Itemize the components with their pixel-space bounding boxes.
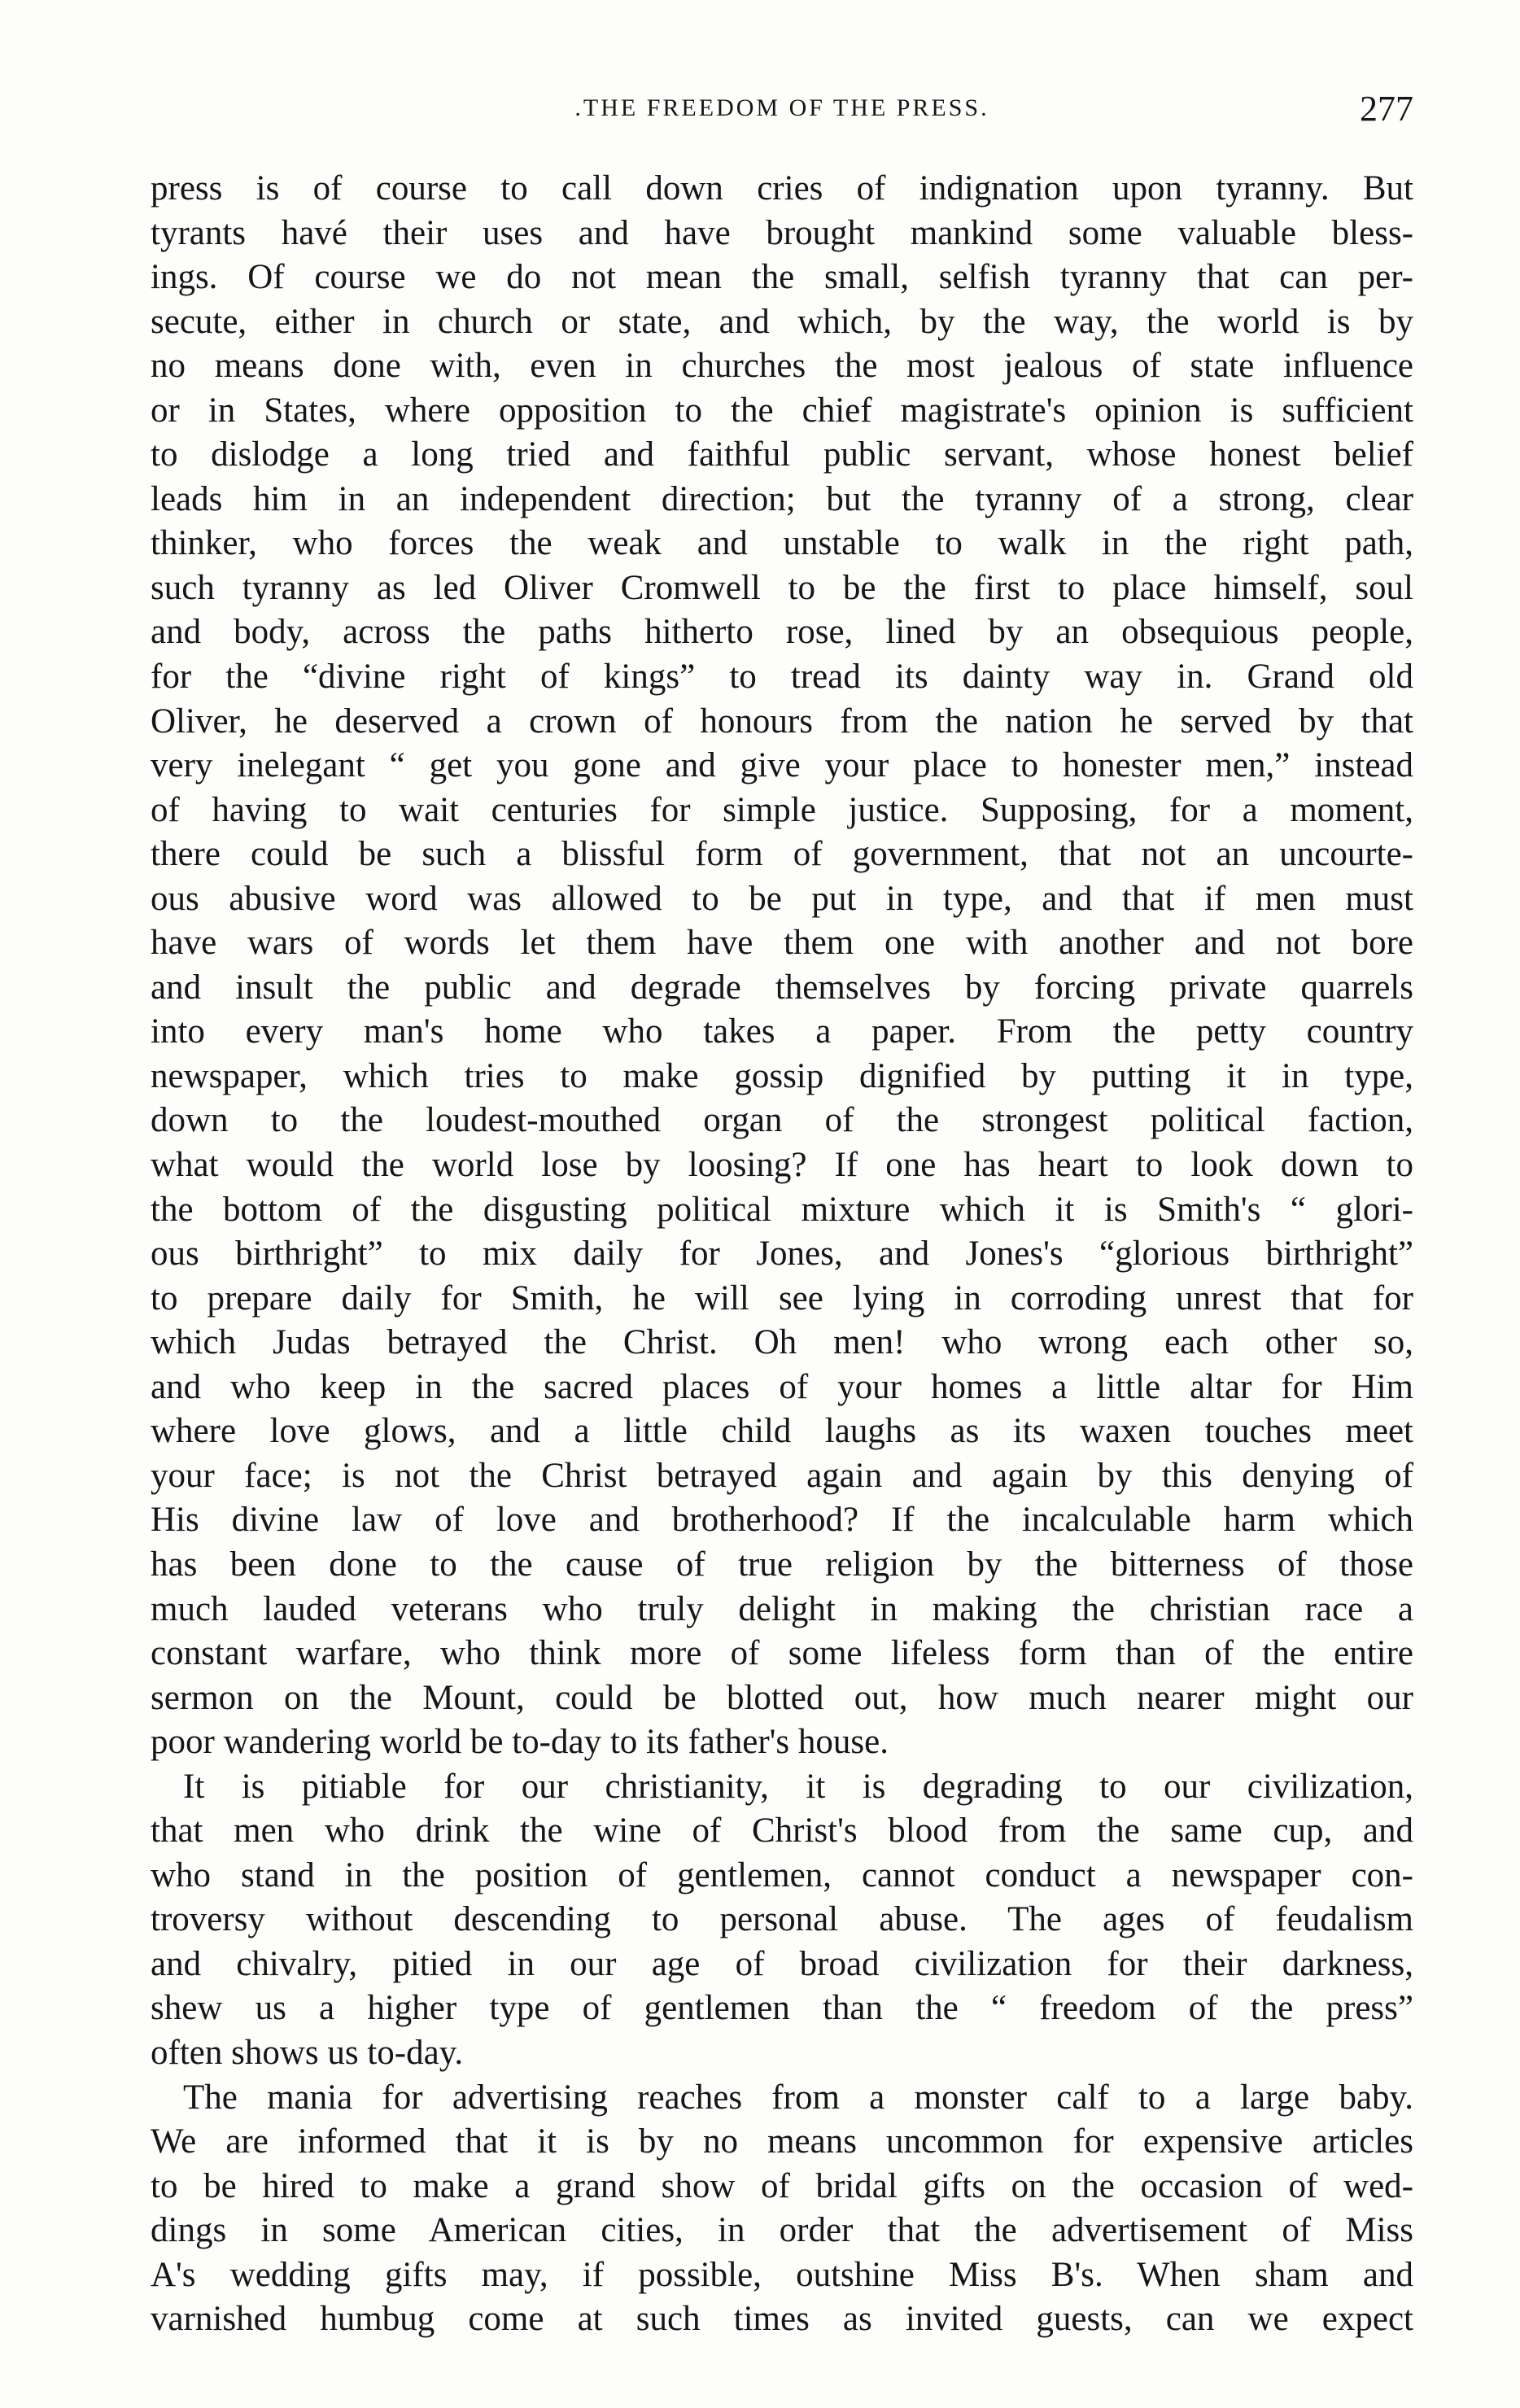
text-line: down to the loudest-mouthed organ of the strongest political faction, xyxy=(151,1101,1413,1140)
text-line: such tyranny as led Oliver Cromwell to be the first to place himself, soul xyxy=(151,568,1413,607)
text-line: secute, either in church or state, and which, by the way, the world is by xyxy=(151,302,1413,341)
text-line: We are informed that it is by no means uncommon for expensive articles xyxy=(151,2122,1413,2161)
text-line: A's wedding gifts may, if possible, outshine Miss B's. When sham and xyxy=(151,2255,1413,2294)
text-line: thinker, who forces the weak and unstable to walk in the right path, xyxy=(151,524,1413,563)
text-line: to dislodge a long tried and faithful public servant, whose honest belief xyxy=(151,435,1413,474)
text-line: there could be such a blissful form of government, that not an uncourte- xyxy=(151,835,1413,874)
text-line: where love glows, and a little child laughs as its waxen touches meet xyxy=(151,1412,1413,1451)
text-line: shew us a higher type of gentlemen than the “ freedom of the press” xyxy=(151,1989,1413,2028)
text-line: that men who drink the wine of Christ's blood from the same cup, and xyxy=(151,1811,1413,1851)
text-line: of having to wait centuries for simple justice. Supposing, for a moment, xyxy=(151,790,1413,829)
text-line: His divine law of love and brotherhood? If the incalculable harm which xyxy=(151,1501,1413,1540)
text-line: It is pitiable for our christianity, it is degrading to our civilization, xyxy=(183,1767,1413,1806)
text-line: press is of course to call down cries of indignation upon tyranny. But xyxy=(151,169,1413,208)
text-line: ous abusive word was allowed to be put in type, and that if men must xyxy=(151,879,1413,918)
text-line: tyrants havé their uses and have brought mankind some valuable bless- xyxy=(151,213,1413,252)
body-text xyxy=(151,167,1413,2342)
running-title: .THE FREEDOM OF THE PRESS. xyxy=(574,94,989,121)
text-line: constant warfare, who think more of some lifeless form than of the entire xyxy=(151,1634,1413,1673)
text-line: and who keep in the sacred places of your homes a little altar for Him xyxy=(151,1367,1413,1406)
text-line: no means done with, even in churches the most jealous of state influence xyxy=(151,347,1413,386)
text-line: for the “divine right of kings” to tread its dainty way in. Grand old xyxy=(151,658,1413,697)
text-line: dings in some American cities, in order that the advertisement of Miss xyxy=(151,2211,1413,2250)
text-line: leads him in an independent direction; but the tyranny of a strong, clear xyxy=(151,479,1413,518)
text-line: and insult the public and degrade themselves by forcing private quarrels xyxy=(151,968,1413,1007)
text-line: varnished humbug come at such times as invited guests, can we expect xyxy=(151,2300,1413,2339)
text-line: to prepare daily for Smith, he will see lying in corroding unrest that for xyxy=(151,1278,1413,1318)
text-line: newspaper, which tries to make gossip dignified by putting it in type, xyxy=(151,1056,1413,1095)
text-line: which Judas betrayed the Christ. Oh men! who wrong each other so, xyxy=(151,1323,1413,1362)
text-line: often shows us to-day. xyxy=(151,2033,464,2072)
text-line: troversy without descending to personal abuse. The ages of feudalism xyxy=(151,1900,1413,1939)
text-line: Oliver, he deserved a crown of honours from the nation he served by that xyxy=(151,701,1413,741)
text-line: who stand in the position of gentlemen, cannot conduct a newspaper con- xyxy=(151,1855,1413,1894)
text-line: into every man's home who takes a paper. From the petty country xyxy=(151,1012,1413,1051)
text-line: much lauded veterans who truly delight in making the christian race a xyxy=(151,1589,1413,1628)
text-line: The mania for advertising reaches from a monster calf to a large baby. xyxy=(183,2078,1413,2117)
page-number: 277 xyxy=(1360,89,1413,129)
text-line: and chivalry, pitied in our age of broad civilization for their darkness, xyxy=(151,1944,1413,1983)
text-line: has been done to the cause of true religion by the bitterness of those xyxy=(151,1545,1413,1584)
text-line: the bottom of the disgusting political mixture which it is Smith's “ glori- xyxy=(151,1190,1413,1229)
text-line: ings. Of course we do not mean the small, selfish tyranny that can per- xyxy=(151,258,1413,297)
text-line: have wars of words let them have them one with another and not bore xyxy=(151,924,1413,963)
text-line: ous birthright” to mix daily for Jones, and Jones's “glorious birthright” xyxy=(151,1235,1413,1274)
text-line: what would the world lose by loosing? If one has heart to look down to xyxy=(151,1146,1413,1185)
text-line: poor wandering world be to-day to its father's house. xyxy=(151,1723,889,1762)
running-head xyxy=(151,88,1413,137)
text-line: to be hired to make a grand show of bridal gifts on the occasion of wed- xyxy=(151,2166,1413,2205)
text-line: your face; is not the Christ betrayed again and again by this denying of xyxy=(151,1456,1413,1495)
text-line: and body, across the paths hitherto rose, lined by an obsequious people, xyxy=(151,613,1413,652)
text-line: or in States, where opposition to the chief magistrate's opinion is sufficient xyxy=(151,391,1413,430)
text-line: sermon on the Mount, could be blotted out, how much nearer might our xyxy=(151,1678,1413,1717)
text-line: very inelegant “ get you gone and give your place to honester men,” instead xyxy=(151,746,1413,785)
